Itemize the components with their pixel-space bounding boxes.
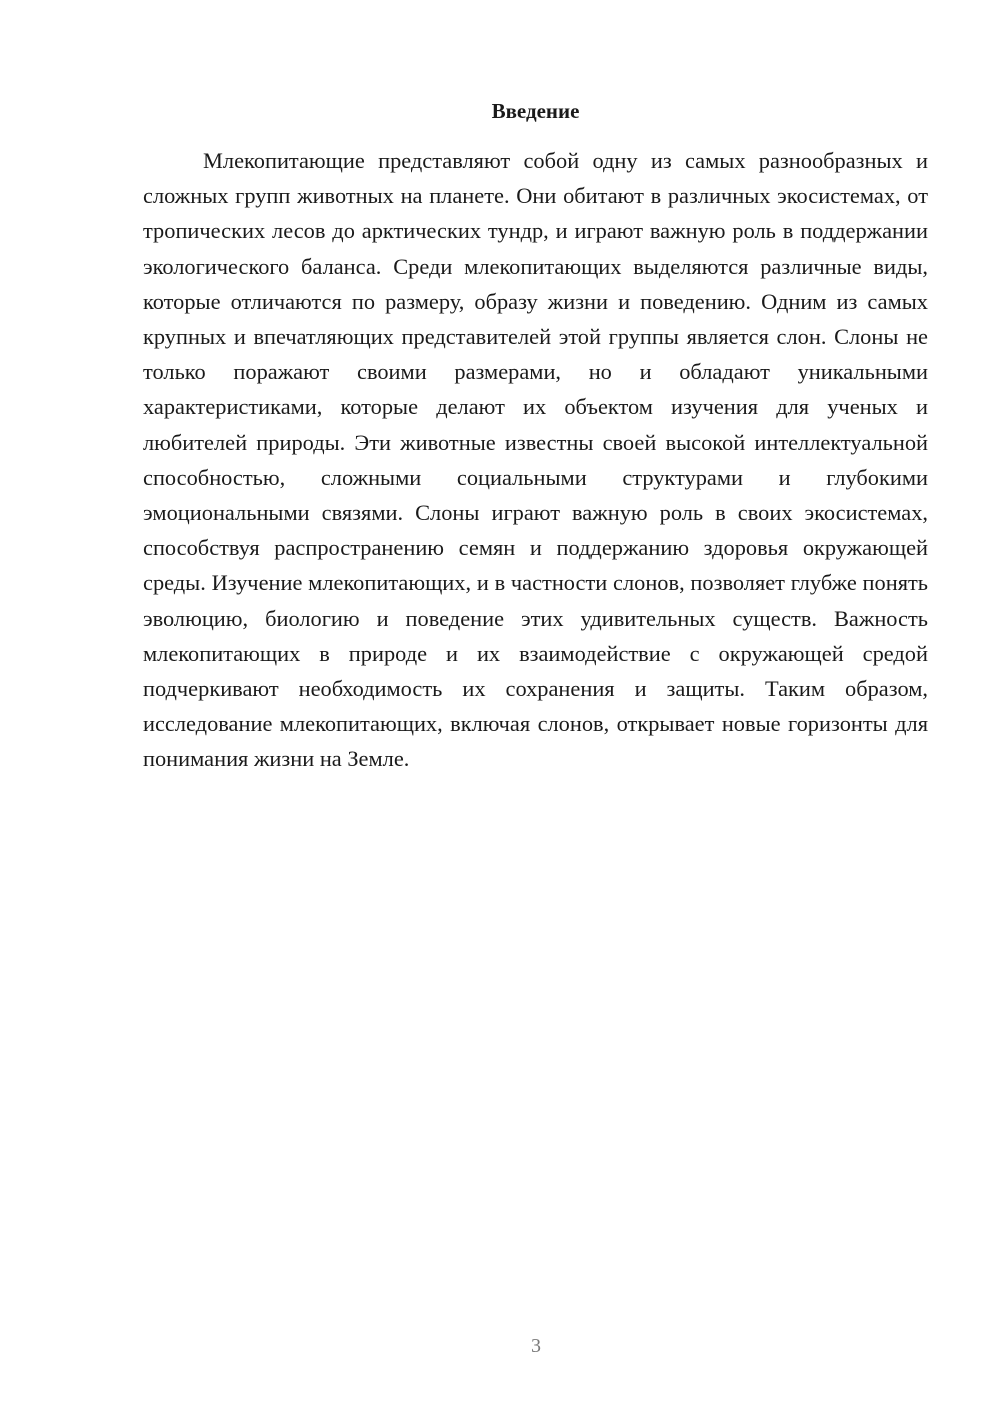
page-number: 3 [531, 1335, 541, 1357]
section-heading: Введение [491, 99, 580, 123]
body-paragraph: Млекопитающие представляют собой одну из самых разнообразных и сложных групп животных на планете. Они обитают в различных экосистемах, от тропических лесов до арктических тундр, и играют важную роль в поддержании экологического баланса. Среди млекопитающих выделяются различные виды, которые отличаются по размеру, образу жизни и поведению. Одним из самых крупных и впечатляющих представителей этой группы является слон. Слоны не только поражают своими размерами, но и обладают уникальными характеристиками, которые делают их объектом изучения для ученых и любителей природы. Эти животные известны своей высокой интеллектуальной способностью, сложными социальными структурами и глубокими эмоциональными связями. Слоны играют важную роль в своих экосистемах, способствуя распространению семян и поддержанию здоровья окружающей среды. Изучение млекопитающих, и в частности слонов, позволяет глубже понять эволюцию, биологию и поведение этих удивительных существ. Важность млекопитающих в природе и их взаимодействие с окружающей средой подчеркивают необходимость их сохранения и защиты. Таким образом, исследование млекопитающих, включая слонов, открывает новые горизонты для понимания жизни на Земле. [143, 148, 928, 772]
heading-container [143, 96, 928, 126]
